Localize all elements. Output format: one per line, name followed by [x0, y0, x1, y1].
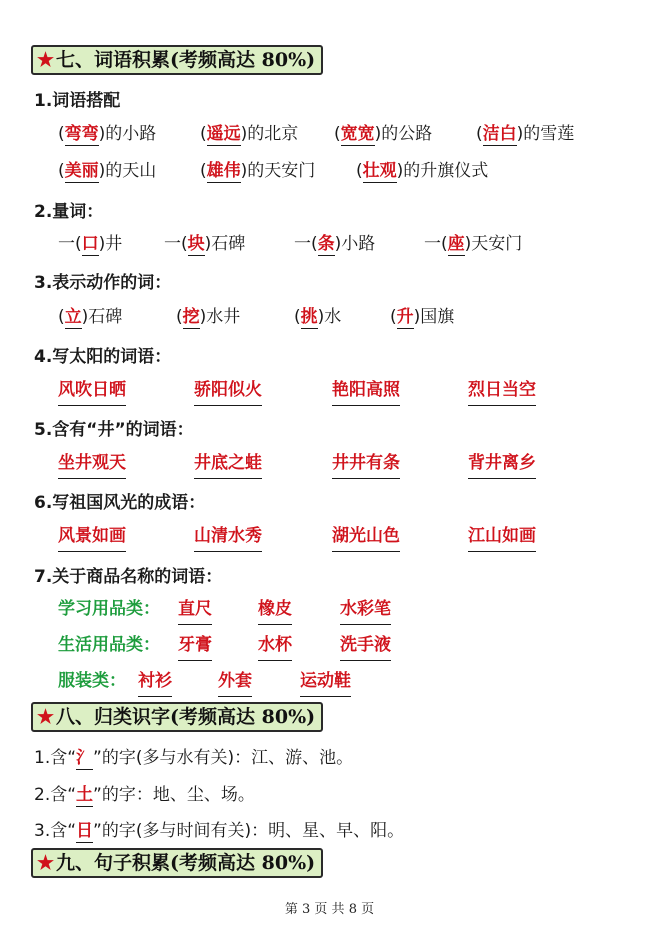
product-item: 直尺 — [178, 595, 212, 625]
radical-key: 氵 — [76, 748, 94, 768]
radical-line: 3.含“日”的字(多与时间有关)：明、星、早、阳。 — [34, 821, 405, 841]
section-title: 八、归类识字(考频高达 80%) — [56, 706, 316, 728]
product-item: 橡皮 — [258, 595, 292, 625]
radical-key: 日 — [76, 821, 94, 841]
collocation-item: (洁白)的雪莲 — [476, 124, 575, 144]
subsection-title: 5.含有“井”的词语： — [34, 420, 194, 440]
phrase-item: 江山如画 — [468, 522, 536, 552]
product-item: 牙膏 — [178, 631, 212, 661]
phrase-item: 湖光山色 — [332, 522, 400, 552]
section-title: 九、句子积累(考频高达 80%) — [56, 852, 316, 874]
star-icon: ★ — [37, 852, 55, 874]
subsection-title: 2.量词： — [34, 202, 104, 222]
collocation-item: (美丽)的天山 — [58, 161, 157, 181]
subsection-title: 6.写祖国风光的成语： — [34, 493, 206, 513]
product-item: 衬衫 — [138, 667, 172, 697]
action-word-item: (挑)水 — [294, 307, 342, 327]
measure-word-item: 一(条)小路 — [294, 234, 376, 254]
phrase-item: 山清水秀 — [194, 522, 262, 552]
product-item: 水杯 — [258, 631, 292, 661]
product-item: 水彩笔 — [340, 595, 391, 625]
collocation-item: (雄伟)的天安门 — [200, 161, 316, 181]
collocation-item: (弯弯)的小路 — [58, 124, 157, 144]
group-label: 生活用品类： — [58, 635, 160, 655]
action-word-item: (升)国旗 — [390, 307, 455, 327]
phrase-item: 风景如画 — [58, 522, 126, 552]
radical-line: 1.含“氵”的字(多与水有关)：江、游、池。 — [34, 748, 354, 768]
group-label: 学习用品类： — [58, 599, 160, 619]
collocation-item: (壮观)的升旗仪式 — [356, 161, 489, 181]
section-heading-8 — [31, 702, 323, 732]
subsection-title: 1.词语搭配 — [34, 91, 121, 111]
phrase-item: 骄阳似火 — [194, 376, 262, 406]
phrase-item: 艳阳高照 — [332, 376, 400, 406]
action-word-item: (挖)水井 — [176, 307, 241, 327]
product-item: 外套 — [218, 667, 252, 697]
subsection-title: 3.表示动作的词： — [34, 273, 172, 293]
phrase-item: 井井有条 — [332, 449, 400, 479]
section-title: 七、词语积累(考频高达 80%) — [56, 49, 316, 71]
phrase-item: 坐井观天 — [58, 449, 126, 479]
radical-line: 2.含“土”的字：地、尘、场。 — [34, 785, 255, 805]
section-heading-9 — [31, 848, 323, 878]
phrase-item: 风吹日晒 — [58, 376, 126, 406]
measure-word-item: 一(口)井 — [58, 234, 123, 254]
star-icon: ★ — [37, 706, 55, 728]
measure-word-item: 一(座)天安门 — [424, 234, 523, 254]
action-word-item: (立)石碑 — [58, 307, 123, 327]
phrase-item: 背井离乡 — [468, 449, 536, 479]
phrase-item: 烈日当空 — [468, 376, 536, 406]
product-item: 运动鞋 — [300, 667, 351, 697]
subsection-title: 4.写太阳的词语： — [34, 347, 172, 367]
section-heading-7 — [31, 45, 323, 75]
collocation-item: (遥远)的北京 — [200, 124, 299, 144]
group-label: 服装类： — [58, 671, 126, 691]
measure-word-item: 一(块)石碑 — [164, 234, 246, 254]
collocation-item: (宽宽)的公路 — [334, 124, 433, 144]
page-footer: 第 3 页 共 8 页 — [284, 902, 375, 917]
subsection-title: 7.关于商品名称的词语： — [34, 567, 223, 587]
phrase-item: 井底之蛙 — [194, 449, 262, 479]
star-icon: ★ — [37, 49, 55, 71]
radical-key: 土 — [76, 785, 94, 805]
product-item: 洗手液 — [340, 631, 391, 661]
